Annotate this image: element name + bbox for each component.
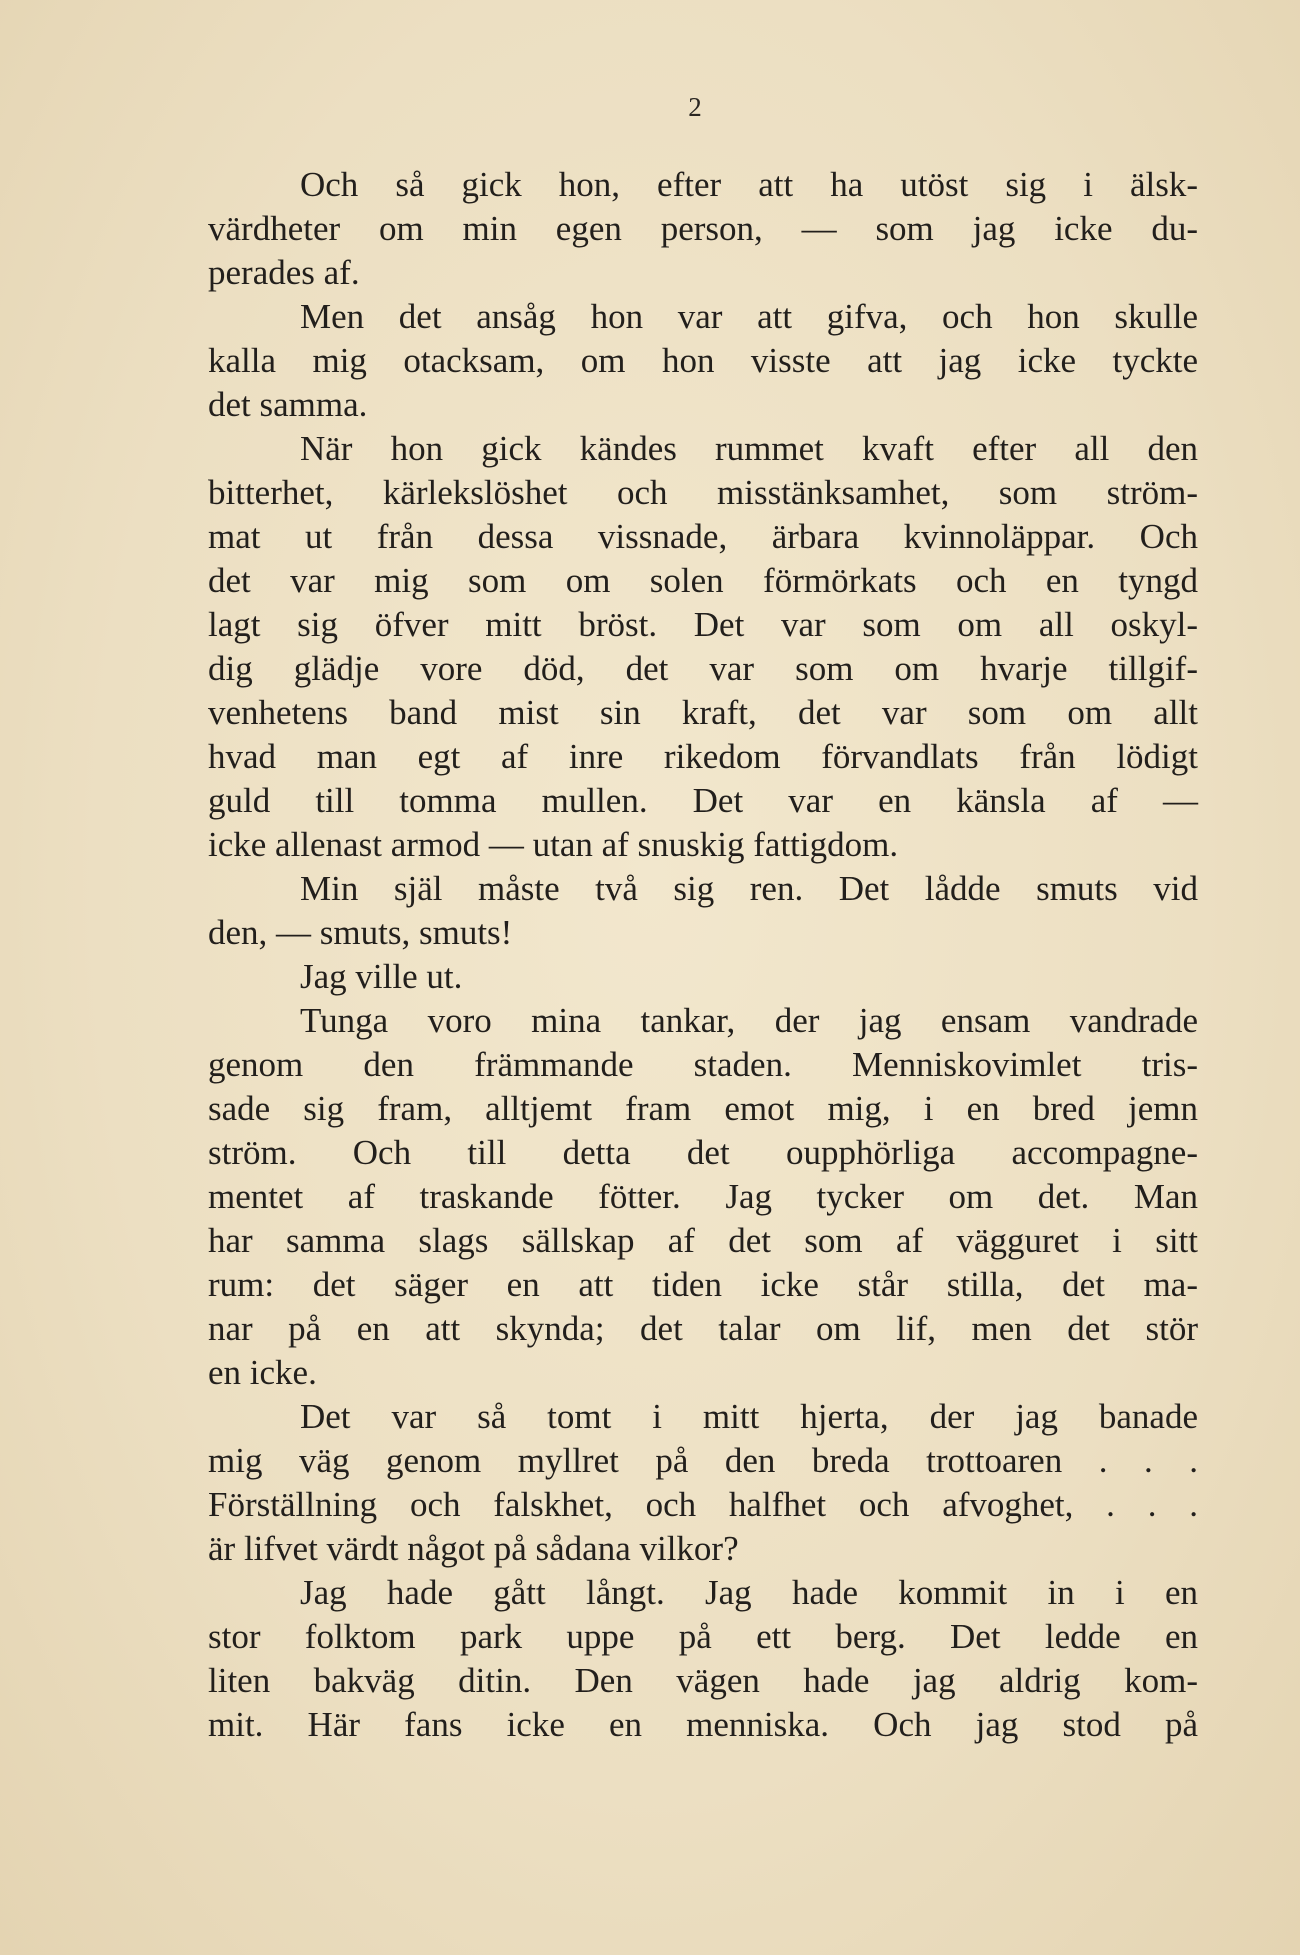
text-line: Tunga voro mina tankar, der jag ensam vandrade	[300, 1001, 1198, 1040]
text-line: värdheter om min egen person, — som jag icke du-	[208, 209, 1198, 248]
text-line: Jag hade gått långt. Jag hade kommit in i en	[300, 1573, 1198, 1612]
text-line: den, — smuts, smuts!	[208, 913, 513, 952]
text-line: Min själ måste två sig ren. Det lådde smuts vid	[300, 869, 1198, 908]
page-number: 2	[688, 92, 702, 122]
text-line: hvad man egt af inre rikedom förvandlats från lödigt	[208, 737, 1198, 776]
text-line: det samma.	[208, 385, 368, 424]
text-line: Förställning och falskhet, och halfhet och afvoghet, . . .	[208, 1485, 1198, 1524]
text-line: är lifvet värdt något på sådana vilkor?	[208, 1529, 739, 1568]
text-line: ström. Och till detta det oupphörliga accompagne-	[208, 1133, 1198, 1172]
text-line: dig glädje vore död, det var som om hvarje tillgif-	[208, 649, 1198, 688]
text-line: Jag ville ut.	[300, 957, 463, 996]
text-line: mit. Här fans icke en menniska. Och jag stod på	[208, 1705, 1198, 1744]
text-line: Men det ansåg hon var att gifva, och hon skulle	[300, 297, 1198, 336]
text-line: Och så gick hon, efter att ha utöst sig i älsk-	[300, 165, 1198, 204]
text-line: nar på en att skynda; det talar om lif, men det stör	[208, 1309, 1198, 1348]
text-line: stor folktom park uppe på ett berg. Det ledde en	[208, 1617, 1198, 1656]
text-line: liten bakväg ditin. Den vägen hade jag aldrig kom-	[208, 1661, 1198, 1700]
text-line: Det var så tomt i mitt hjerta, der jag banade	[300, 1397, 1198, 1436]
text-line: mig väg genom myllret på den breda trottoaren . . .	[208, 1441, 1198, 1480]
text-line: icke allenast armod — utan af snuskig fattigdom.	[208, 825, 899, 864]
body-text	[208, 163, 1198, 1747]
text-line: kalla mig otacksam, om hon visste att jag icke tyckte	[208, 341, 1198, 380]
text-line: genom den främmande staden. Menniskovimlet tris-	[208, 1045, 1198, 1084]
text-line: rum: det säger en att tiden icke står stilla, det ma-	[208, 1265, 1198, 1304]
text-line: mat ut från dessa vissnade, ärbara kvinnoläppar. Och	[208, 517, 1198, 556]
text-line: bitterhet, kärlekslöshet och misstänksamhet, som ström-	[208, 473, 1198, 512]
text-line: en icke.	[208, 1353, 317, 1392]
text-line: det var mig som om solen förmörkats och en tyngd	[208, 561, 1198, 600]
text-line: guld till tomma mullen. Det var en känsla af —	[208, 781, 1198, 820]
text-line: När hon gick kändes rummet kvaft efter all den	[300, 429, 1198, 468]
text-line: venhetens band mist sin kraft, det var som om allt	[208, 693, 1198, 732]
text-line: har samma slags sällskap af det som af vägguret i sitt	[208, 1221, 1198, 1260]
text-line: lagt sig öfver mitt bröst. Det var som om all oskyl-	[208, 605, 1198, 644]
text-line: sade sig fram, alltjemt fram emot mig, i en bred jemn	[208, 1089, 1198, 1128]
text-line: mentet af traskande fötter. Jag tycker om det. Man	[208, 1177, 1198, 1216]
text-line: perades af.	[208, 253, 360, 292]
